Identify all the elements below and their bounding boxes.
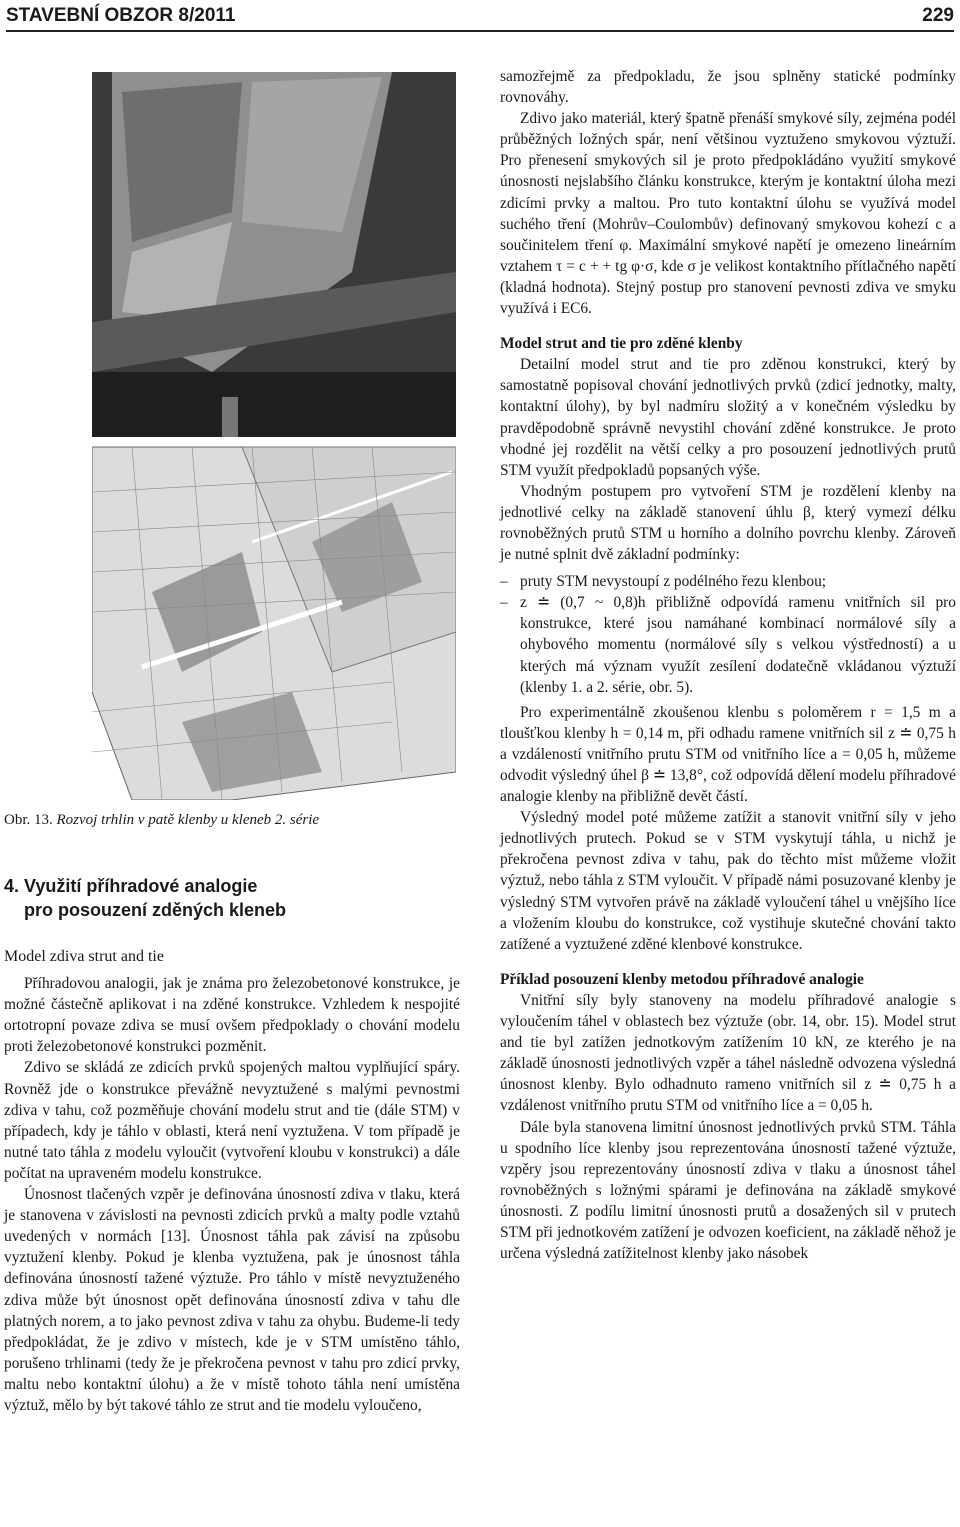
left-column [4,874,460,1416]
paragraph: samozřejmě za předpokladu, že jsou splněny statické podmínky rovnováhy. [500,68,956,107]
page-number: 229 [922,5,954,26]
figure-caption [4,812,384,829]
conditions-list [500,571,956,698]
caption-text: Rozvoj trhlin v patě klenby u kleneb 2. série [52,812,320,828]
list-item: – pruty STM nevystoupí z podélného řezu klenbou; [500,571,956,592]
paragraph: Příhradovou analogii, jak je známa pro železobetonové konstrukce, je možné částečně aplikovat i na zděné konstrukce. Vzhledem k nespojité ortotropní povaze zdiva se musí ovšem předpoklady o chování modelu proti železobetonové konstrukci pozměnit. [4,975,460,1056]
journal-title: STAVEBNÍ OBZOR 8/2011 [6,5,236,26]
section-title: 4. Využití příhradové analogie pro posouzení zděných kleneb [4,876,287,920]
paragraph: Únosnost tlačených vzpěr je definována únosností zdiva v tlaku, která je stanovena v závislosti na pevnosti zdicích prvků a malty podle vztahů uvedených v normách [13]. Únosnost táhla pak závisí na způsobu vyztužení klenby. Pokud je klenba vyztužena, pak je únosnost táhla definována únosností tažené výztuže. Pro táhlo v místě nevyztuženého zdiva může být únosnost opět definována únosností zdiva v tahu dle platných norem, a to jako pevnost zdiva v tahu za ohybu. Budeme-li tedy předpokládat, že je zdivo v místech, kde je v STM umístěno táhlo, porušeno trhlinami (tedy že je překročena pevnost v tahu pro zdicí prvky, maltu nebo kontaktní úlohu) a že v místě tohoto táhla není umístěna výztuž, mělo by být takové táhlo ze strut and tie modelu vyloučeno, [4,1186,460,1414]
paragraph: Detailní model strut and tie pro zděnou konstrukci, který by samostatně popisoval chování jednotlivých prvků (zdicí jednotky, malty, kontaktní úlohy), by byl nadmíru složitý a v konečném výsledku by pravděpodobně správně nevystihl chování zděné konstrukce. Je proto vhodné jej rozdělit na větší celky a pro posouzení jednotlivých prutů STM využít předpokladů popsaných výše. [500,356,956,479]
paragraph: Vnitřní síly byly stanoveny na modelu příhradové analogie s vyloučením táhel v oblastech bez výztuže (obr. 14, obr. 15). Model strut and tie byl zatížen jednotkovým zatížením 10 kN, ze kterého je na základě únosnosti jednotlivých vzpěr a táhel následně odvozena výsledná únosnost klenby. Bylo odhadnuto rameno vnitřních sil z ≐ 0,75 h a vzdálenost vnitřního prutu STM od vnitřního líce a = 0,05 h. [500,991,956,1115]
heading-example: Příklad posouzení klenby metodou příhradové analogie [500,970,864,988]
heading-strut-tie-vaults: Model strut and tie pro zděné klenby [500,335,743,353]
right-column [500,66,956,1264]
figure-crack-photo-and-fem [92,72,456,800]
paragraph: Zdivo se skládá ze zdicích prvků spojených maltou vyplňující spáry. Rovněž jde o konstrukce převážně nevyztužené s malými pevnostmi zdiva v tahu, což pozměňuje chování modelu strut and tie (dále STM) v případech, kdy je táhlo v oblasti, která není vyztužena. V tom případě je nutné tato táhla z modelu vyloučit (vytvoření kloubu v konstrukci) a dále počítat na upraveném modelu konstrukce. [4,1059,460,1182]
photo-bolt [222,397,238,437]
paragraph: Vhodným postupem pro vytvoření STM je rozdělení klenby na jednotlivé celky na základě stanovení úhlu β, který vymezí délku rovnoběžných prutů STM u horního a dolního povrchu klenby. Zároveň je nutné splnit dvě základní podmínky: [500,482,956,564]
caption-label: Obr. 13. [4,812,53,828]
paragraph: Pro experimentálně zkoušenou klenbu s poloměrem r = 1,5 m a tloušťkou klenby h = 0,14 m, při odhadu ramene vnitřních sil z ≐ 0,75 h a vzdáleností vnitřního prutu STM od vnitřního líce a = 0,05 h, můžeme odvodit výsledný úhel β ≐ 13,8°, což odpovídá dělení modelu příhradové analogie klenby na přibližně devět částí. [500,703,956,806]
subheading-model-zdiva: Model zdiva strut and tie [4,948,164,965]
paragraph: Dále byla stanovena limitní únosnost jednotlivých prvků STM. Táhla u spodního líce klenby jsou reprezentována únosností tažené výztuže, vzpěry jsou reprezentovány únosností zdiva v tlaku a únosnost táhel rovnoběžných s ložnými spárami je definována na základě smykové únosnosti. Z podílu limitní únosnosti prutů a dosažených sil v prutech STM při jednotkovém zatížení je odvozen koeficient, na základě něhož je určena výsledná zatížitelnost klenby jako násobek [500,1118,956,1263]
figure-illustration [92,72,456,800]
paragraph: Zdivo jako materiál, který špatně přenáší smykové síly, zejména podél průběžných ložných spár, není většinou vyztuženo smykovou výztuží. Pro přenesení smykových sil je proto předpokládáno využití smykové únosnosti nejslabšího článku konstrukce, kterým je kontaktní úloha mezi zdicími prvky a maltou. Pro tuto kontaktní úlohu se využívá model suchého tření (Mohrův–Coulombův) definovaný smykovou kohezí c a součinitelem tření φ. Maximální smykové napětí je omezeno lineárním vztahem τ = c + + tg φ·σ, kde σ je velikost kontaktního přítlačného napětí (kladná hodnota). Stejný postup pro stanovení pevnosti zdiva ve smyku využívá i EC6. [500,110,956,318]
list-item: – z ≐ (0,7 ~ 0,8)h přibližně odpovídá ramenu vnitřních sil pro konstrukce, které jsou namáhané kombinací normálové síly a ohybového momentu (normálové síly s velkou výstředností) a u kterých má význam využít zesílení dodatečně vkládanou výztuží (klenby 1. a 2. série, obr. 5). [500,592,956,697]
paragraph: Výsledný model poté můžeme zatížit a stanovit vnitřní síly v jeho jednotlivých prutech. Pokud se v STM vyskytují táhla, u nichž je překročena pevnost zdiva v tahu, pak do těchto míst můžeme vložit výztuž, nebo táhla z STM vyloučit. V případě námi posuzované klenby je výsledný STM vytvořen právě na základě vyloučení táhel u vnějšího líce a vložením kloubu do konstrukce, což vystihuje skutečné chování takto zatížené a vyztužené zděné klenbové konstrukce. [500,809,956,953]
photo-base [92,372,456,437]
page-header [6,4,954,32]
